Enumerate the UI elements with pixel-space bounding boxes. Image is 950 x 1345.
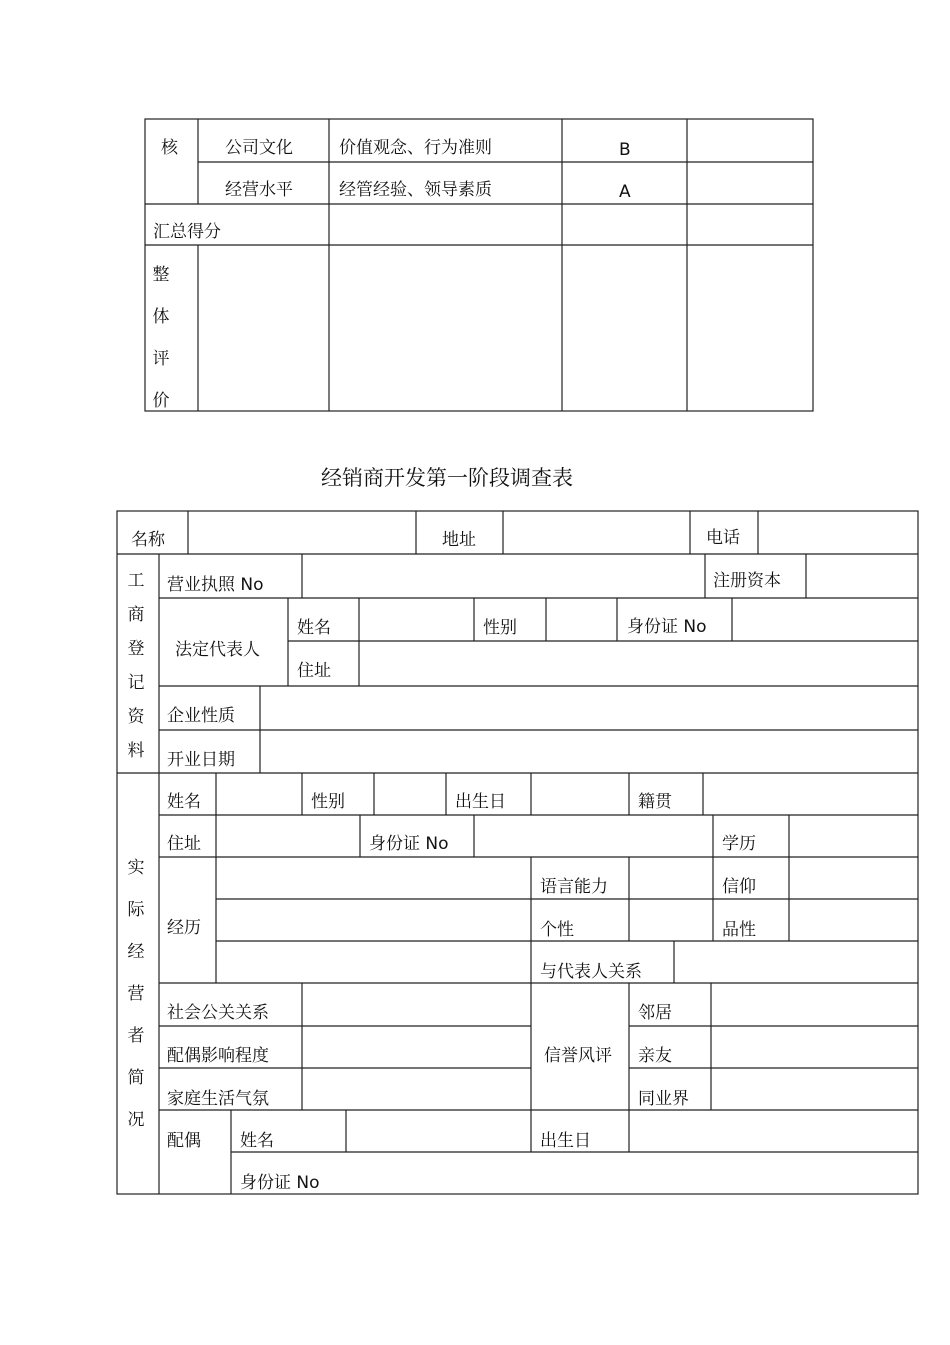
grade-b: B (619, 140, 631, 160)
social-label: 社会公关关系 (167, 1003, 269, 1023)
industry-label: 同业界 (638, 1089, 689, 1109)
row-head-he: 核 (161, 138, 178, 158)
rep-name-label: 姓名 (297, 618, 331, 638)
rep-id-label: 身份证 No (627, 617, 707, 637)
belief-label: 信仰 (722, 877, 756, 897)
spouse-id-label: 身份证 No (240, 1173, 320, 1193)
personality-label: 个性 (540, 920, 574, 940)
op-birth-label: 出生日 (455, 792, 506, 812)
character-label: 品性 (722, 920, 756, 940)
spouse-influence-label: 配偶影响程度 (167, 1046, 269, 1066)
section-operator-profile: 实 际 经 营 者 简 况 (127, 858, 145, 1130)
op-gender-label: 性别 (311, 792, 345, 812)
reputation-label: 信誉风评 (544, 1046, 612, 1066)
section-business-registration: 工 商 登 记 资 料 (127, 571, 145, 761)
relation-label: 与代表人关系 (540, 962, 642, 982)
name-label: 名称 (131, 530, 165, 550)
capital-label: 注册资本 (713, 571, 781, 591)
item-company-culture: 公司文化 (225, 138, 293, 158)
legal-rep-label: 法定代表人 (175, 640, 260, 660)
nature-label: 企业性质 (167, 706, 235, 726)
experience-label: 经历 (167, 918, 201, 938)
relatives-label: 亲友 (638, 1046, 672, 1066)
op-edu-label: 学历 (722, 834, 756, 854)
op-address-label: 住址 (167, 834, 201, 854)
desc-experience: 经管经验、领导素质 (339, 180, 492, 200)
op-native-label: 籍贯 (638, 792, 672, 812)
desc-values: 价值观念、行为准则 (339, 138, 492, 158)
total-score-label: 汇总得分 (153, 222, 221, 242)
spouse-name-label: 姓名 (240, 1131, 274, 1151)
open-date-label: 开业日期 (167, 750, 235, 770)
family-label: 家庭生活气氛 (167, 1089, 269, 1109)
language-label: 语言能力 (540, 877, 608, 897)
op-name-label: 姓名 (167, 792, 201, 812)
spouse-birth-label: 出生日 (540, 1131, 591, 1151)
op-id-label: 身份证 No (369, 834, 449, 854)
item-management-level: 经营水平 (225, 180, 293, 200)
page-title: 经销商开发第一阶段调查表 (321, 466, 573, 490)
rep-gender-label: 性别 (483, 618, 517, 638)
license-label: 营业执照 No (167, 575, 264, 595)
phone-label: 电话 (706, 528, 740, 548)
grade-a: A (619, 182, 631, 202)
rep-address-label: 住址 (297, 661, 331, 681)
address-label: 地址 (442, 530, 476, 550)
neighbor-label: 邻居 (638, 1003, 672, 1023)
spouse-label: 配偶 (167, 1131, 201, 1151)
overall-eval-label: 整 体 评 价 (152, 265, 170, 411)
